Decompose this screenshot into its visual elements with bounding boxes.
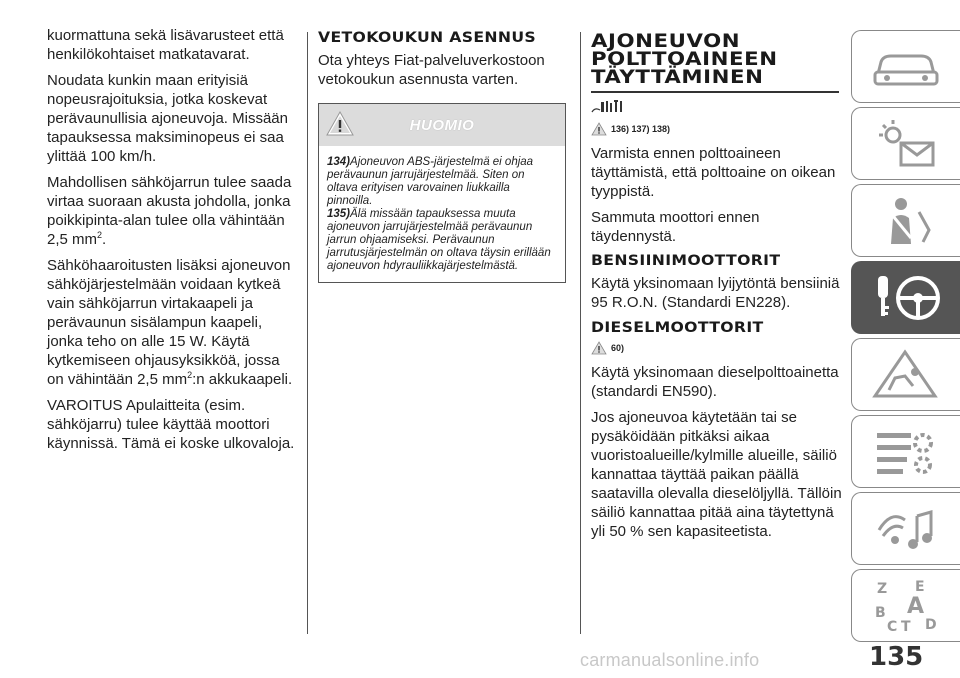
paragraph: Noudata kunkin maan erityisiä nopeusrajoituksia, jotka koskevat perävaunullisia ajoneuvoja. Missään tapauksessa maksiminopeus ei saa ylittää 100 km/h.: [47, 72, 288, 165]
tab-index[interactable]: [851, 569, 960, 642]
watermark: carmanualsonline.info: [580, 650, 760, 670]
column-left: [47, 26, 297, 460]
tab-lights-messages[interactable]: [851, 107, 960, 180]
svg-text:C: C: [887, 618, 898, 635]
reference-row: [591, 341, 843, 355]
tab-multimedia[interactable]: [851, 492, 960, 565]
superscript: 2: [97, 230, 103, 240]
maintenance-gears-icon: [871, 425, 941, 479]
warning-triangle-icon: [591, 341, 607, 355]
car-icon: [871, 40, 941, 94]
svg-text:D: D: [925, 616, 937, 633]
title-line: TÄYTTÄMINEN: [591, 66, 764, 88]
warning-triangle-icon: [325, 110, 355, 137]
svg-text:Z: Z: [877, 580, 888, 597]
warning-item: [327, 156, 557, 208]
paragraph-electrical: [47, 256, 297, 389]
tab-emergency[interactable]: [851, 338, 960, 411]
column-divider: [307, 32, 308, 634]
section-heading-petrol: BENSIINIMOOTTORIT: [591, 253, 781, 269]
paragraph: Käytä yksinomaan lyijytöntä bensiiniä 95 R.O.N. (Standardi EN228).: [591, 275, 840, 311]
seatbelt-icon: [871, 194, 941, 248]
reference-numbers: 60): [611, 343, 625, 353]
paragraph: kuormattuna sekä lisävarusteet että henkilökohtaiset matkatavarat.: [47, 27, 284, 63]
warning-item: [327, 208, 557, 273]
paragraph-warning-note: VAROITUS Apulaitteita (esim. sähköjarru) tulee käyttää moottori käynnissä. Tämä ei koske ulkovaloja.: [47, 397, 295, 452]
page-number: 135: [869, 642, 924, 672]
multimedia-icon: [871, 502, 941, 556]
fuel-icons: [591, 99, 843, 120]
reference-row: [591, 122, 843, 136]
section-heading-diesel: DIESELMOOTTORIT: [591, 320, 764, 336]
warning-text: Ajoneuvon ABS-järjestelmä ei ohjaa perävaunun jarrujärjestelmää. Siten on oltava erityisen varovainen liukkailla pinnoilla.: [327, 156, 534, 207]
superscript: 2: [187, 370, 193, 380]
warning-body: [319, 146, 565, 273]
tab-maintenance[interactable]: [851, 415, 960, 488]
alphabetical-index-icon: [871, 577, 941, 635]
warning-triangle-icon: [591, 122, 607, 136]
svg-text:B: B: [875, 604, 886, 621]
tab-starting-driving[interactable]: [851, 261, 960, 334]
svg-text:E: E: [915, 578, 925, 595]
section-heading-towbar: VETOKOUKUN ASENNUS: [318, 30, 537, 46]
svg-text:T: T: [901, 618, 911, 635]
reference-numbers: 136) 137) 138): [611, 124, 671, 134]
warning-number: 134): [327, 156, 351, 168]
warning-header: [319, 104, 565, 146]
lights-message-icon: [871, 117, 941, 171]
text: .: [102, 231, 107, 248]
tab-safety[interactable]: [851, 184, 960, 257]
paragraph: Käytä yksinomaan dieselpolttoainetta (standardi EN590).: [591, 364, 839, 400]
warning-title: HUOMIO: [409, 116, 475, 134]
paragraph: Varmista ennen polttoaineen täyttämistä, että polttoaine on oikean tyyppistä.: [591, 145, 836, 200]
tab-vehicle[interactable]: [851, 30, 960, 103]
chapter-tabs: [851, 30, 960, 646]
text: Mahdollisen sähköjarrun tulee saada virtaa suoraan akusta johdolla, jonka poikkipinta-alan tulee olla vähintään 2,5 mm: [47, 174, 292, 248]
column-middle: [318, 26, 570, 283]
paragraph: Jos ajoneuvoa käytetään tai se pysäköidään pitkäksi aikaa vuoristoalueille/kylmille alueille, säiliö kannattaa täyttää paikan päällä saatavilla olevalla dieselöljyllä. Tällöin säiliö kannattaa pitää aina täytettynä yli 50 % sen kapasiteetista.: [591, 409, 842, 540]
text: :n akkukaapeli.: [192, 371, 293, 388]
title-line: AJONEUVON: [591, 30, 741, 52]
warning-text: Älä missään tapauksessa muuta ajoneuvon jarrujärjestelmää perävaunun jarrun ohjaamiseksi. Perävaunun jarrutusjärjestelmän on oltava täysin erillään ajoneuvon hdyrauliikkajärjestelmästä.: [327, 208, 551, 272]
paragraph: Sammuta moottori ennen täydennystä.: [591, 209, 760, 245]
title-line: POLTTOAINEEN: [591, 48, 778, 70]
paragraph: Ota yhteys Fiat-palveluverkostoon vetokoukun asennusta varten.: [318, 52, 545, 88]
column-divider: [580, 32, 581, 634]
warning-number: 135): [327, 208, 351, 220]
column-right: [591, 26, 843, 548]
fuel-symbols-icon: [591, 99, 627, 115]
text: Sähköhaaroitusten lisäksi ajoneuvon sähköjärjestelmään voidaan kytkeä vain sähköjarrun virtakaapeli ja perävaunun sisälampun kaapeli, jonka teho on alle 15 W. Käytä kytkemiseen ohjausyksikköä, jossa on vähintään 2,5 mm: [47, 257, 291, 388]
emergency-triangle-icon: [871, 348, 941, 402]
warning-box: [318, 103, 566, 283]
paragraph-brake-supply: [47, 173, 297, 249]
key-steering-wheel-icon: [866, 270, 946, 326]
svg-text:A: A: [907, 593, 925, 619]
chapter-title: [591, 32, 873, 86]
title-rule: [591, 91, 839, 93]
